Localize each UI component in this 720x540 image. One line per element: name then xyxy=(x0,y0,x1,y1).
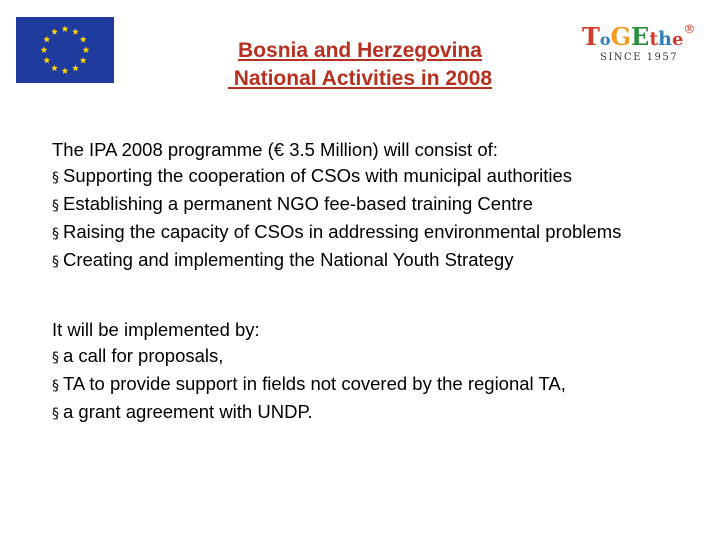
star-icon xyxy=(80,36,87,43)
star-icon xyxy=(83,46,90,53)
bullet-icon: § xyxy=(52,198,59,214)
section-spacer xyxy=(52,275,712,317)
page-title xyxy=(150,37,570,93)
star-icon xyxy=(62,25,69,32)
registered-mark: ® xyxy=(683,22,696,36)
logo-letter: G xyxy=(610,22,632,51)
eu-stars-icon xyxy=(16,17,114,83)
list-item xyxy=(52,222,692,244)
list-item-text: Raising the capacity of CSOs in addressing environmental problems xyxy=(63,221,622,242)
section2-intro: It will be implemented by: xyxy=(52,319,260,340)
star-icon xyxy=(43,57,50,64)
list-item-text: Creating and implementing the National Youth Strategy xyxy=(63,249,514,270)
bullet-icon: § xyxy=(52,254,59,270)
logo-letter: E xyxy=(631,22,650,51)
section1-intro: The IPA 2008 programme (€ 3.5 Million) will consist of: xyxy=(52,139,498,160)
list-item xyxy=(52,371,712,399)
eu-flag-logo xyxy=(16,17,114,83)
title-line-1: Bosnia and Herzegovina xyxy=(238,39,482,62)
logo-letter: e xyxy=(671,29,684,50)
bullet-icon: § xyxy=(52,170,59,186)
logo-tagline: SINCE 1957 xyxy=(600,52,679,63)
bullet-icon: § xyxy=(52,226,59,242)
star-icon xyxy=(43,36,50,43)
list-item xyxy=(52,191,712,219)
star-icon xyxy=(72,28,79,35)
list-item-text: a grant agreement with UNDP. xyxy=(63,401,313,422)
slide-body xyxy=(52,137,712,427)
bullet-icon: § xyxy=(52,406,59,422)
bullet-icon: § xyxy=(52,350,59,366)
list-item xyxy=(52,399,712,427)
list-item-text: Establishing a permanent NGO fee-based training Centre xyxy=(63,193,533,214)
list-item xyxy=(52,343,712,371)
together-wordmark xyxy=(582,22,695,50)
logo-letter: h xyxy=(658,28,672,50)
logo-letter: T xyxy=(582,22,600,51)
list-item xyxy=(52,163,712,191)
star-icon xyxy=(62,67,69,74)
star-icon xyxy=(72,65,79,72)
list-item-text: a call for proposals, xyxy=(63,345,224,366)
star-icon xyxy=(51,65,58,72)
star-icon xyxy=(41,46,48,53)
together-logo xyxy=(578,22,703,68)
title-line-2: National Activities in 2008 xyxy=(227,67,493,90)
logo-letter: t xyxy=(649,28,659,50)
star-icon xyxy=(80,57,87,64)
star-icon xyxy=(51,28,58,35)
list-item-text: TA to provide support in fields not covered by the regional TA, xyxy=(63,373,566,394)
logo-letter: o xyxy=(599,30,611,49)
bullet-icon: § xyxy=(52,378,59,394)
list-item xyxy=(52,247,712,275)
list-item-text: Supporting the cooperation of CSOs with municipal authorities xyxy=(63,165,573,186)
